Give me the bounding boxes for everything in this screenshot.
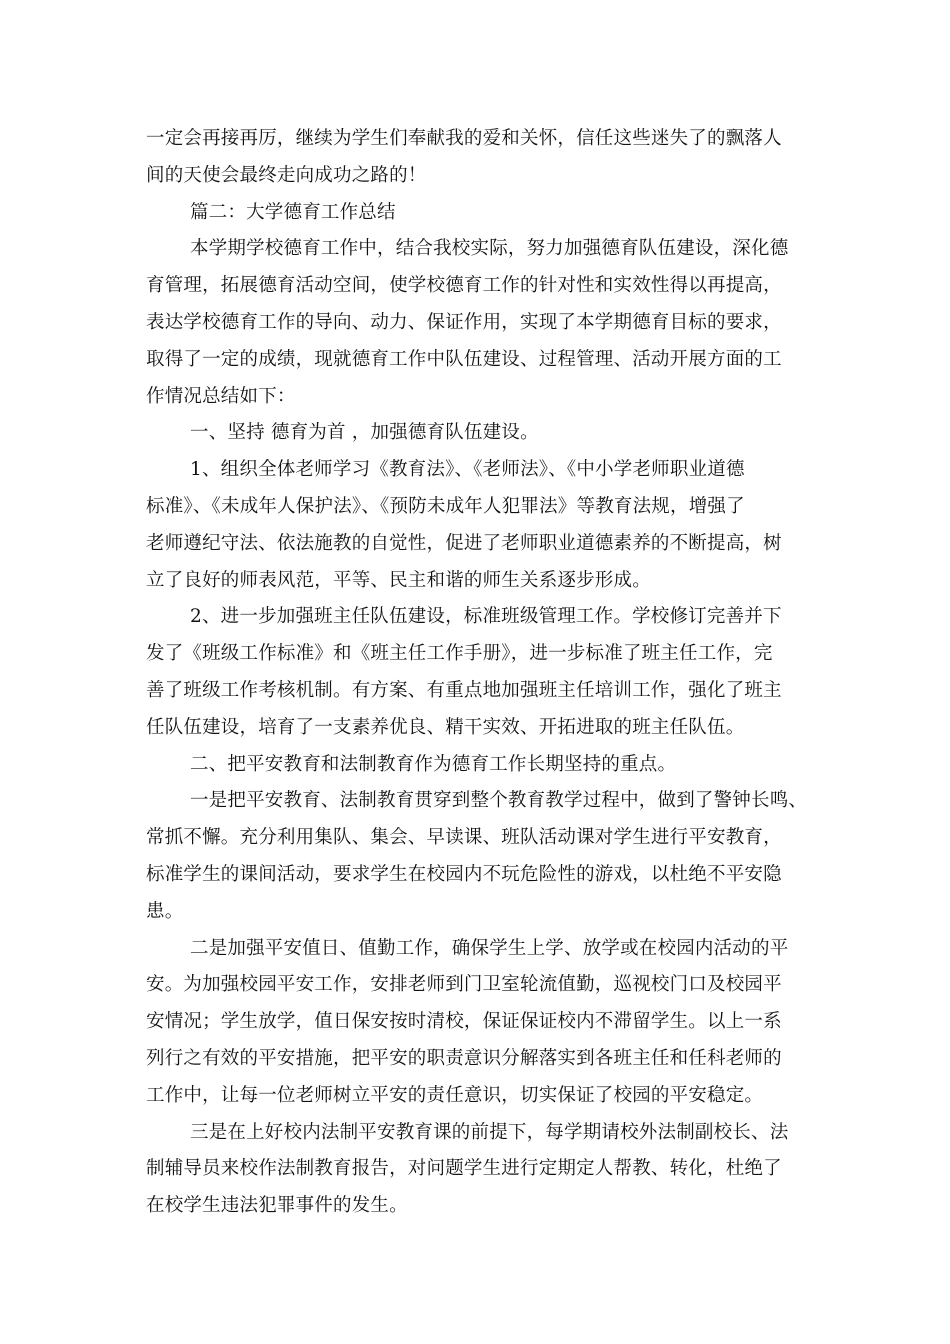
text-line: 一、坚持 德育为首 ，加强德育队伍建设。 [190,422,539,444]
text-line: 1、组织全体老师学习《教育法》、《老师法》、《中小学老师职业道德 [190,459,745,481]
text-line: 发了《班级工作标准》和《班主任工作手册》，进一步标准了班主任工作，完 [146,643,773,665]
text-line: 善了班级工作考核机制。有方案、有重点地加强班主任培训工作，强化了班主 [146,679,782,701]
text-line: 作情况总结如下： [146,385,296,407]
text-line: 立了良好的师表风范，平等、民主和谐的师生关系逐步形成。 [146,569,651,591]
text-line: 制辅导员来校作法制教育报告，对问题学生进行定期定人帮教、转化，杜绝了 [146,1158,782,1180]
text-line: 三是在上好校内法制平安教育课的前提下，每学期请校外法制副校长、法 [190,1121,789,1143]
text-line: 在校学生违法犯罪事件的发生。 [146,1195,408,1217]
text-line: 取得了一定的成绩，现就德育工作中队伍建设、过程管理、活动开展方面的工 [146,348,782,370]
text-line: 育管理，拓展德育活动空间，使学校德育工作的针对性和实效性得以再提高， [146,275,782,297]
text-line: 老师遵纪守法、依法施教的自觉性，促进了老师职业道德素养的不断提高，树 [146,532,782,554]
text-line: 一是把平安教育、法制教育贯穿到整个教育教学过程中，做到了警钟长鸣、 [190,790,808,812]
text-line: 工作中，让每一位老师树立平安的责任意识，切实保证了校园的平安稳定。 [146,1084,764,1106]
text-line: 列行之有效的平安措施，把平安的职责意识分解落实到各班主任和任科老师的 [146,1047,782,1069]
text-line: 一定会再接再厉，继续为学生们奉献我的爱和关怀，信任这些迷失了的飘落人 [146,128,782,149]
text-line: 二是加强平安值日、值勤工作，确保学生上学、放学或在校园内活动的平 [190,937,789,959]
text-line: 标准》、《未成年人保护法》、《预防未成年人犯罪法》等教育法规，增强了 [146,495,745,517]
text-line: 篇二：大学德育工作总结 [190,201,396,223]
text-line: 安情况；学生放学，值日保安按时清校，保证保证校内不滞留学生。以上一系 [146,1011,782,1033]
text-line: 患。 [146,900,184,922]
text-line: 安。为加强校园平安工作，安排老师到门卫室轮流值勤，巡视校门口及校园平 [146,974,782,996]
text-line: 间的天使会最终走向成功之路的！ [146,164,427,186]
text-line: 2、进一步加强班主任队伍建设，标准班级管理工作。学校修订完善并下 [190,606,782,628]
text-line: 二、把平安教育和法制教育作为德育工作长期坚持的重点。 [190,753,677,775]
text-line: 标准学生的课间活动，要求学生在校园内不玩危险性的游戏，以杜绝不平安隐 [146,863,782,885]
text-line: 表达学校德育工作的导向、动力、保证作用，实现了本学期德育目标的要求， [146,311,782,333]
text-line: 任队伍建设，培育了一支素养优良、精干实效、开拓进取的班主任队伍。 [146,716,745,738]
text-line: 本学期学校德育工作中，结合我校实际，努力加强德育队伍建设，深化德 [190,238,789,260]
text-line: 常抓不懈。充分利用集队、集会、早读课、班队活动课对学生进行平安教育， [146,827,782,849]
document-body [146,121,826,1225]
